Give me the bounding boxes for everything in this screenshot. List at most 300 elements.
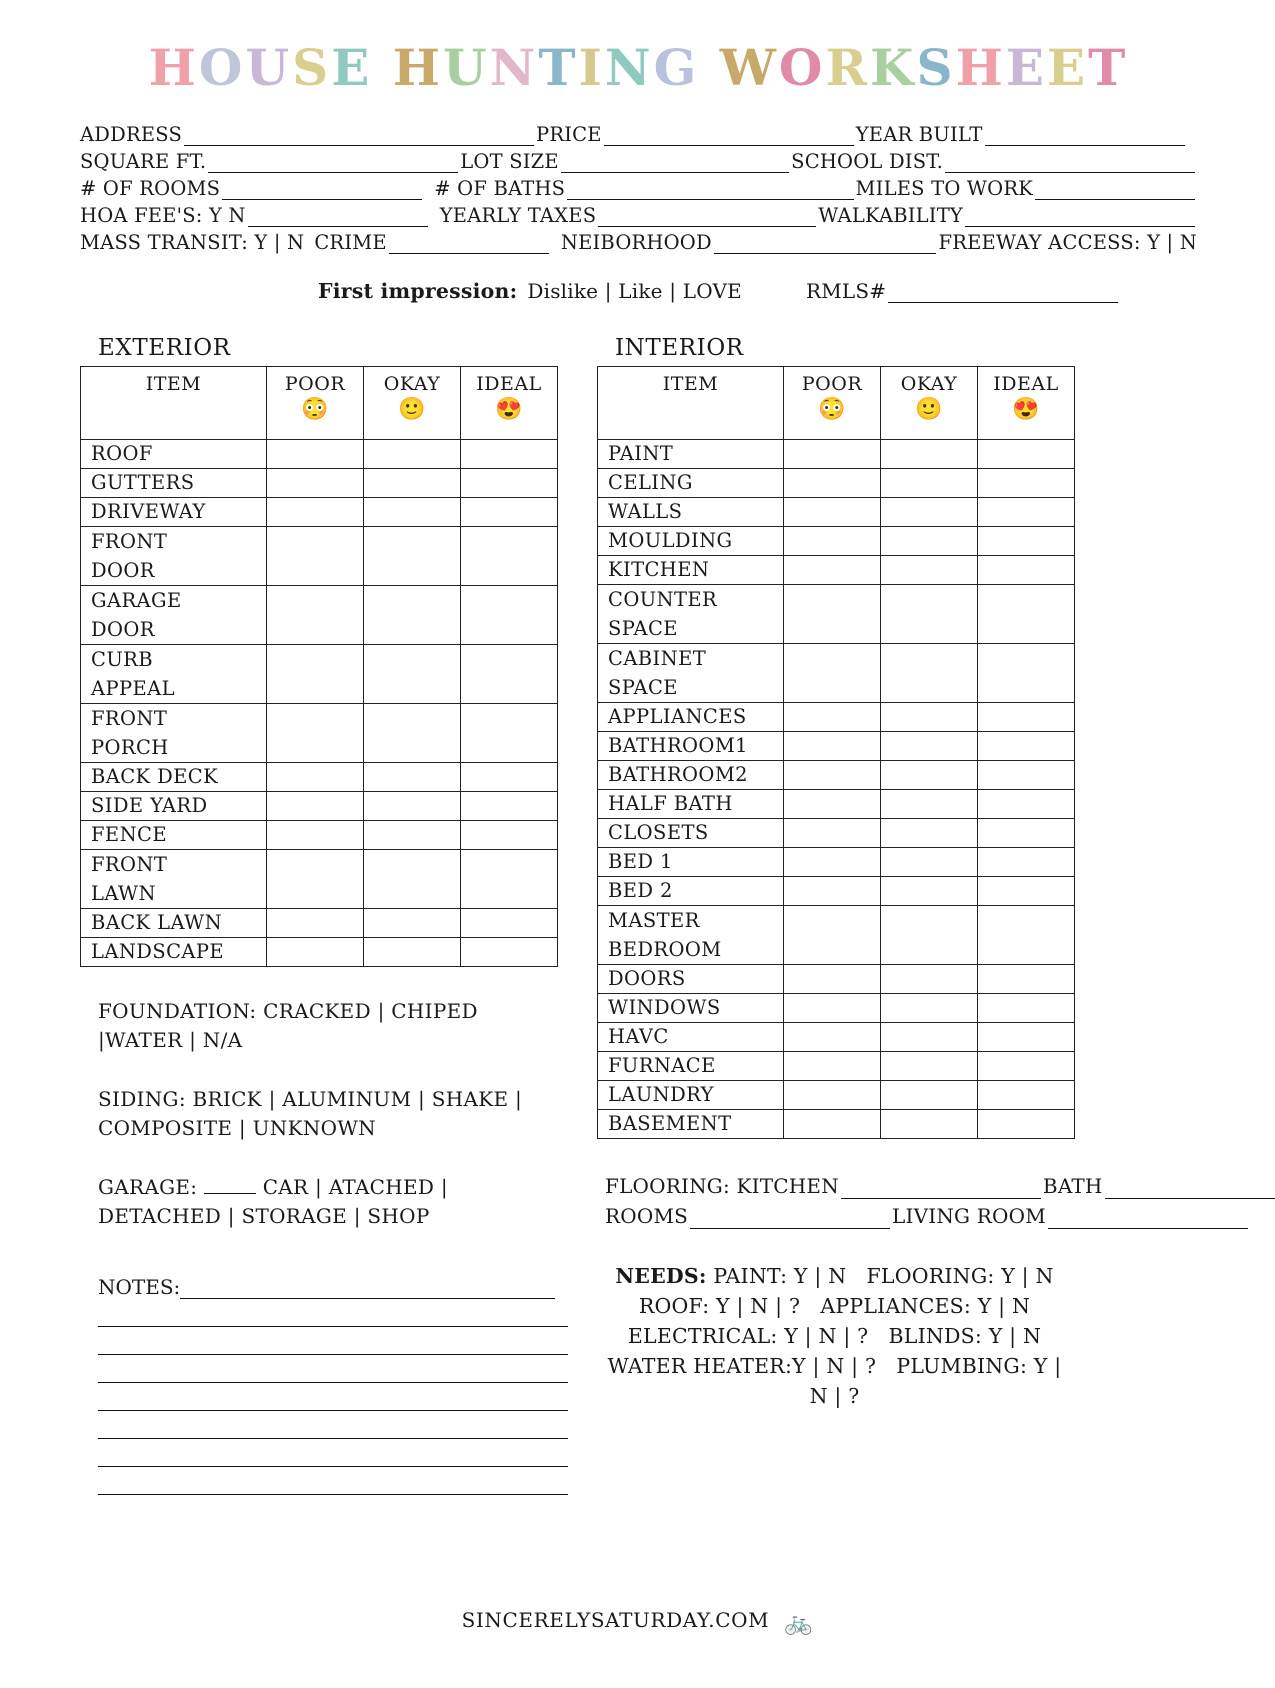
rating-cell[interactable]	[978, 790, 1075, 819]
notes-input-line[interactable]	[98, 1467, 568, 1495]
row-item-label: FRONT	[81, 527, 267, 557]
rating-cell[interactable]	[784, 1110, 881, 1139]
okay-face-icon: 🙂	[398, 397, 426, 422]
row-item-label: HAVC	[598, 1023, 784, 1052]
rating-cell[interactable]	[784, 790, 881, 819]
footer	[0, 1608, 1275, 1636]
interior-header-poor-label: POOR	[801, 373, 863, 395]
rating-cell[interactable]	[978, 1023, 1075, 1052]
rating-cell[interactable]	[364, 821, 461, 850]
mass-transit-label[interactable]: MASS TRANSIT: Y | N	[80, 231, 305, 254]
rating-cell[interactable]	[784, 673, 881, 703]
rating-cell[interactable]	[267, 556, 364, 586]
title-letter: H	[148, 38, 197, 97]
field-row-hoa	[80, 202, 1197, 229]
rating-cell[interactable]	[461, 938, 558, 967]
interior-header-ideal	[978, 367, 1075, 440]
rating-cell[interactable]	[784, 877, 881, 906]
flooring-rooms-label: ROOMS	[605, 1204, 689, 1228]
rating-cell[interactable]	[978, 585, 1075, 615]
flooring-row-1	[605, 1171, 1103, 1201]
rating-cell[interactable]	[461, 527, 558, 557]
row-item-label: BED 1	[598, 848, 784, 877]
rating-cell[interactable]	[881, 790, 978, 819]
yearly-taxes-input[interactable]	[598, 207, 816, 227]
table-row	[81, 938, 558, 967]
exterior-column	[80, 335, 555, 1495]
table-row	[81, 733, 558, 763]
rating-cell[interactable]	[267, 792, 364, 821]
interior-header-poor	[784, 367, 881, 440]
flooring-bath-input[interactable]	[1105, 1179, 1275, 1199]
title-letter: O	[198, 38, 244, 97]
table-row	[598, 469, 1075, 498]
rooms-label: # OF ROOMS	[80, 177, 221, 200]
title-letter: E	[331, 38, 371, 97]
rating-cell[interactable]	[978, 877, 1075, 906]
row-item-label: DOOR	[81, 615, 267, 645]
row-item-label: MOULDING	[598, 527, 784, 556]
first-impression-row	[80, 278, 1197, 305]
first-impression-label: First impression:	[318, 279, 518, 303]
rating-cell[interactable]	[461, 615, 558, 645]
rating-cell[interactable]	[881, 527, 978, 556]
field-row-address	[80, 121, 1197, 148]
field-row-square-ft	[80, 148, 1197, 175]
rating-cell[interactable]	[784, 819, 881, 848]
row-item-label: BEDROOM	[598, 935, 784, 965]
rating-cell[interactable]	[784, 644, 881, 674]
table-row	[81, 850, 558, 880]
rating-cell[interactable]	[364, 938, 461, 967]
year-built-label: YEAR BUILT	[855, 123, 983, 146]
foundation-line-1[interactable]: FOUNDATION: CRACKED | CHIPED	[98, 999, 478, 1023]
property-details-fields	[80, 121, 1197, 305]
rating-cell[interactable]	[978, 469, 1075, 498]
garage-car-count-input[interactable]	[204, 1193, 256, 1194]
flooring-row-2	[605, 1201, 1072, 1231]
title-letter: T	[1088, 38, 1127, 97]
garage-block	[98, 1173, 555, 1231]
school-dist-input[interactable]	[945, 153, 1195, 173]
rating-cell[interactable]	[364, 615, 461, 645]
needs-line-2	[597, 1291, 1072, 1321]
row-item-label: FENCE	[81, 821, 267, 850]
title-letter: N	[604, 38, 652, 97]
rating-cell[interactable]	[784, 527, 881, 556]
rating-cell[interactable]	[461, 498, 558, 527]
year-built-input[interactable]	[985, 126, 1185, 146]
table-row	[598, 498, 1075, 527]
rating-cell[interactable]	[364, 763, 461, 792]
poor-face-icon: 😳	[301, 397, 329, 422]
rating-cell[interactable]	[267, 938, 364, 967]
flooring-kitchen-input[interactable]	[841, 1179, 1041, 1199]
rating-cell[interactable]	[364, 527, 461, 557]
row-item-label: FRONT	[81, 850, 267, 880]
address-input[interactable]	[184, 126, 534, 146]
rating-cell[interactable]	[364, 879, 461, 909]
table-row	[81, 674, 558, 704]
flooring-rooms-input[interactable]	[690, 1209, 890, 1229]
title-letter: S	[916, 38, 954, 97]
row-item-label: LANDSCAPE	[81, 938, 267, 967]
table-row	[598, 673, 1075, 703]
rating-cell[interactable]	[978, 1081, 1075, 1110]
rooms-input[interactable]	[222, 180, 422, 200]
row-item-label: BACK LAWN	[81, 909, 267, 938]
rating-cell[interactable]	[784, 761, 881, 790]
rating-cell[interactable]	[978, 732, 1075, 761]
rating-cell[interactable]	[881, 994, 978, 1023]
page-title	[0, 38, 1275, 97]
exterior-header-ideal-label: IDEAL	[476, 373, 542, 395]
baths-input[interactable]	[567, 180, 853, 200]
rating-cell[interactable]	[881, 585, 978, 615]
interior-header-ideal-label: IDEAL	[993, 373, 1059, 395]
rating-cell[interactable]	[784, 614, 881, 644]
rating-cell[interactable]	[784, 440, 881, 469]
baths-label: # OF BATHS	[434, 177, 566, 200]
interior-column	[597, 335, 1103, 1411]
rating-cell[interactable]	[784, 498, 881, 527]
rating-cell[interactable]	[784, 1081, 881, 1110]
row-item-label: GARAGE	[81, 586, 267, 616]
rating-cell[interactable]	[267, 850, 364, 880]
notes-input-line[interactable]	[98, 1383, 568, 1411]
exterior-header-poor-label: POOR	[284, 373, 346, 395]
rating-cell[interactable]	[267, 704, 364, 734]
interior-table	[597, 366, 1075, 1139]
rmls-label: RMLS#	[805, 279, 887, 303]
rating-cell[interactable]	[784, 556, 881, 585]
rating-cell[interactable]	[267, 645, 364, 675]
rating-cell[interactable]	[364, 733, 461, 763]
table-row	[598, 440, 1075, 469]
interior-header-item: ITEM	[598, 367, 784, 440]
lot-size-input[interactable]	[561, 153, 789, 173]
table-row	[598, 556, 1075, 585]
interior-heading: INTERIOR	[615, 335, 744, 361]
notes-input-line[interactable]	[98, 1299, 568, 1327]
title-letter	[371, 38, 391, 97]
rating-cell[interactable]	[267, 879, 364, 909]
rating-cell[interactable]	[881, 469, 978, 498]
needs-appliances[interactable]: APPLIANCES: Y | N	[820, 1294, 1031, 1318]
foundation-line-2[interactable]: |WATER | N/A	[98, 1028, 243, 1052]
row-item-label: DOOR	[81, 556, 267, 586]
table-row	[598, 644, 1075, 674]
title-letter: H	[955, 38, 1004, 97]
rating-cell[interactable]	[978, 1052, 1075, 1081]
row-item-label: COUNTER	[598, 585, 784, 615]
first-impression-options[interactable]: Dislike | Like | LOVE	[527, 279, 742, 303]
title-letter: E	[1005, 38, 1045, 97]
rating-cell[interactable]	[881, 440, 978, 469]
row-item-label: GUTTERS	[81, 469, 267, 498]
rating-cell[interactable]	[267, 440, 364, 469]
rating-cell[interactable]	[978, 527, 1075, 556]
rating-cell[interactable]	[364, 674, 461, 704]
rating-cell[interactable]	[978, 761, 1075, 790]
row-item-label: PAINT	[598, 440, 784, 469]
price-input[interactable]	[604, 126, 854, 146]
rating-cell[interactable]	[461, 763, 558, 792]
rating-cell[interactable]	[461, 440, 558, 469]
rating-cell[interactable]	[881, 673, 978, 703]
notes-first-row	[98, 1271, 555, 1299]
rating-cell[interactable]	[881, 848, 978, 877]
rating-cell[interactable]	[784, 994, 881, 1023]
rating-cell[interactable]	[461, 586, 558, 616]
rating-cell[interactable]	[267, 909, 364, 938]
hoa-input[interactable]	[248, 207, 428, 227]
rating-cell[interactable]	[461, 674, 558, 704]
title-letter: G	[653, 38, 698, 97]
rating-cell[interactable]	[881, 906, 978, 936]
rating-cell[interactable]	[267, 615, 364, 645]
rating-cell[interactable]	[364, 645, 461, 675]
rating-cell[interactable]	[364, 909, 461, 938]
siding-line-2[interactable]: COMPOSITE | UNKNOWN	[98, 1116, 376, 1140]
rating-cell[interactable]	[881, 819, 978, 848]
rating-cell[interactable]	[881, 1052, 978, 1081]
rating-cell[interactable]	[364, 704, 461, 734]
miles-to-work-input[interactable]	[1035, 180, 1195, 200]
rating-cell[interactable]	[784, 703, 881, 732]
rating-cell[interactable]	[978, 848, 1075, 877]
row-item-label: BATHROOM1	[598, 732, 784, 761]
rating-cell[interactable]	[881, 1023, 978, 1052]
garage-line-2[interactable]: DETACHED | STORAGE | SHOP	[98, 1204, 430, 1228]
needs-plumbing[interactable]: PLUMBING: Y | N | ?	[809, 1354, 1062, 1408]
rating-cell[interactable]	[461, 704, 558, 734]
garage-line-1	[98, 1173, 555, 1202]
row-item-label: PORCH	[81, 733, 267, 763]
rating-cell[interactable]	[461, 792, 558, 821]
title-letter: U	[443, 38, 488, 97]
rating-cell[interactable]	[461, 821, 558, 850]
siding-line-1[interactable]: SIDING: BRICK | ALUMINUM | SHAKE |	[98, 1087, 523, 1111]
table-row	[598, 1081, 1075, 1110]
table-row	[598, 906, 1075, 936]
rating-cell[interactable]	[364, 469, 461, 498]
row-item-label: LAUNDRY	[598, 1081, 784, 1110]
notes-label: NOTES:	[98, 1275, 181, 1299]
table-row	[81, 645, 558, 675]
rating-cell[interactable]	[881, 614, 978, 644]
notes-input-line[interactable]	[98, 1327, 568, 1355]
rating-cell[interactable]	[784, 732, 881, 761]
row-item-label: FRONT	[81, 704, 267, 734]
walkability-label: WALKABILITY	[818, 204, 963, 227]
rating-cell[interactable]	[461, 645, 558, 675]
rating-cell[interactable]	[461, 850, 558, 880]
table-header-row	[81, 367, 558, 440]
rating-cell[interactable]	[461, 556, 558, 586]
rating-cell[interactable]	[978, 614, 1075, 644]
rating-cell[interactable]	[978, 994, 1075, 1023]
rating-cell[interactable]	[461, 469, 558, 498]
neighborhood-label: NEIBORHOOD	[560, 231, 712, 254]
rating-cell[interactable]	[364, 850, 461, 880]
interior-header-okay-label: OKAY	[900, 373, 958, 395]
title-letter: K	[870, 38, 915, 97]
rating-cell[interactable]	[978, 819, 1075, 848]
rating-cell[interactable]	[881, 965, 978, 994]
rating-cell[interactable]	[881, 1110, 978, 1139]
table-row	[81, 704, 558, 734]
freeway-access-label[interactable]: FREEWAY ACCESS: Y | N	[938, 231, 1197, 254]
walkability-input[interactable]	[965, 207, 1195, 227]
rating-cell[interactable]	[267, 763, 364, 792]
table-row	[598, 935, 1075, 965]
rating-cell[interactable]	[978, 440, 1075, 469]
ideal-face-icon: 😍	[1012, 397, 1040, 422]
table-row	[598, 732, 1075, 761]
table-row	[598, 1052, 1075, 1081]
flooring-living-room-label: LIVING ROOM	[892, 1204, 1046, 1228]
rating-cell[interactable]	[784, 935, 881, 965]
rating-cell[interactable]	[784, 469, 881, 498]
rating-cell[interactable]	[881, 498, 978, 527]
rating-cell[interactable]	[461, 733, 558, 763]
needs-blinds[interactable]: BLINDS: Y | N	[888, 1324, 1042, 1348]
flooring-living-room-input[interactable]	[1048, 1209, 1248, 1229]
rating-cell[interactable]	[881, 644, 978, 674]
needs-electrical[interactable]: ELECTRICAL: Y | N | ?	[627, 1324, 869, 1348]
rating-cell[interactable]	[784, 1023, 881, 1052]
rating-cell[interactable]	[881, 732, 978, 761]
rating-cell[interactable]	[364, 556, 461, 586]
rating-cell[interactable]	[978, 498, 1075, 527]
ideal-face-icon: 😍	[495, 397, 523, 422]
table-row	[81, 879, 558, 909]
row-item-label: CLOSETS	[598, 819, 784, 848]
rating-cell[interactable]	[978, 935, 1075, 965]
interior-header-okay	[881, 367, 978, 440]
rating-cell[interactable]	[978, 703, 1075, 732]
rating-cell[interactable]	[978, 673, 1075, 703]
table-row	[598, 819, 1075, 848]
rating-cell[interactable]	[784, 585, 881, 615]
rating-cell[interactable]	[978, 965, 1075, 994]
rating-cell[interactable]	[364, 792, 461, 821]
rating-cell[interactable]	[267, 674, 364, 704]
rating-columns	[80, 335, 1195, 1495]
rating-cell[interactable]	[461, 879, 558, 909]
needs-roof[interactable]: ROOF: Y | N | ?	[638, 1294, 801, 1318]
rating-cell[interactable]	[784, 906, 881, 936]
needs-line-4	[597, 1351, 1072, 1411]
row-item-label: DOORS	[598, 965, 784, 994]
needs-flooring[interactable]: FLOORING: Y | N	[866, 1264, 1054, 1288]
rmls-input[interactable]	[888, 283, 1118, 303]
row-item-label: BED 2	[598, 877, 784, 906]
rating-cell[interactable]	[784, 848, 881, 877]
table-row	[598, 848, 1075, 877]
rating-cell[interactable]	[267, 469, 364, 498]
rating-cell[interactable]	[881, 1081, 978, 1110]
table-row	[81, 821, 558, 850]
table-row	[598, 1110, 1075, 1139]
rating-cell[interactable]	[364, 586, 461, 616]
needs-paint[interactable]: PAINT: Y | N	[713, 1264, 847, 1288]
row-item-label: CELING	[598, 469, 784, 498]
needs-water-heater[interactable]: WATER HEATER:Y | N | ?	[607, 1354, 877, 1378]
rating-cell[interactable]	[881, 877, 978, 906]
table-row	[81, 498, 558, 527]
siding-block	[98, 1085, 555, 1143]
crime-label: CRIME	[314, 231, 387, 254]
rating-cell[interactable]	[881, 935, 978, 965]
rating-cell[interactable]	[978, 1110, 1075, 1139]
rating-cell[interactable]	[978, 556, 1075, 585]
rating-cell[interactable]	[881, 761, 978, 790]
notes-input-line[interactable]	[98, 1355, 568, 1383]
rating-cell[interactable]	[267, 821, 364, 850]
notes-input-line[interactable]	[180, 1271, 555, 1299]
table-row	[81, 792, 558, 821]
row-item-label: SPACE	[598, 614, 784, 644]
notes-input-line[interactable]	[98, 1411, 568, 1439]
row-item-label: ROOF	[81, 440, 267, 469]
table-row	[598, 994, 1075, 1023]
needs-line-3	[597, 1321, 1072, 1351]
rating-cell[interactable]	[784, 965, 881, 994]
neighborhood-input[interactable]	[714, 234, 937, 254]
notes-input-line[interactable]	[98, 1439, 568, 1467]
crime-input[interactable]	[389, 234, 549, 254]
title-letter: U	[245, 38, 291, 97]
rating-cell[interactable]	[978, 644, 1075, 674]
rating-cell[interactable]	[881, 556, 978, 585]
rating-cell[interactable]	[267, 527, 364, 557]
exterior-header-item: ITEM	[81, 367, 267, 440]
rating-cell[interactable]	[364, 440, 461, 469]
row-item-label: CABINET	[598, 644, 784, 674]
title-letter: I	[578, 38, 603, 97]
rating-cell[interactable]	[267, 498, 364, 527]
needs-label: NEEDS:	[615, 1264, 707, 1288]
rating-cell[interactable]	[364, 498, 461, 527]
flooring-block	[605, 1171, 1103, 1231]
square-ft-input[interactable]	[208, 153, 458, 173]
flooring-kitchen-label: FLOORING: KITCHEN	[605, 1174, 839, 1198]
table-row	[598, 585, 1075, 615]
title-letter: H	[392, 38, 441, 97]
row-item-label: BACK DECK	[81, 763, 267, 792]
row-item-label: WINDOWS	[598, 994, 784, 1023]
rating-cell[interactable]	[267, 586, 364, 616]
garage-options[interactable]: CAR | ATACHED |	[262, 1175, 448, 1199]
rating-cell[interactable]	[881, 703, 978, 732]
field-row-rooms	[80, 175, 1197, 202]
field-row-transit	[80, 229, 1197, 256]
title-letter: O	[778, 38, 824, 97]
rating-cell[interactable]	[978, 906, 1075, 936]
rating-cell[interactable]	[784, 1052, 881, 1081]
table-header-row	[598, 367, 1075, 440]
rating-cell[interactable]	[267, 733, 364, 763]
table-row	[81, 440, 558, 469]
table-row	[81, 586, 558, 616]
rating-cell[interactable]	[461, 909, 558, 938]
table-row	[598, 877, 1075, 906]
price-label: PRICE	[536, 123, 602, 146]
table-row	[598, 761, 1075, 790]
exterior-header-ideal	[461, 367, 558, 440]
